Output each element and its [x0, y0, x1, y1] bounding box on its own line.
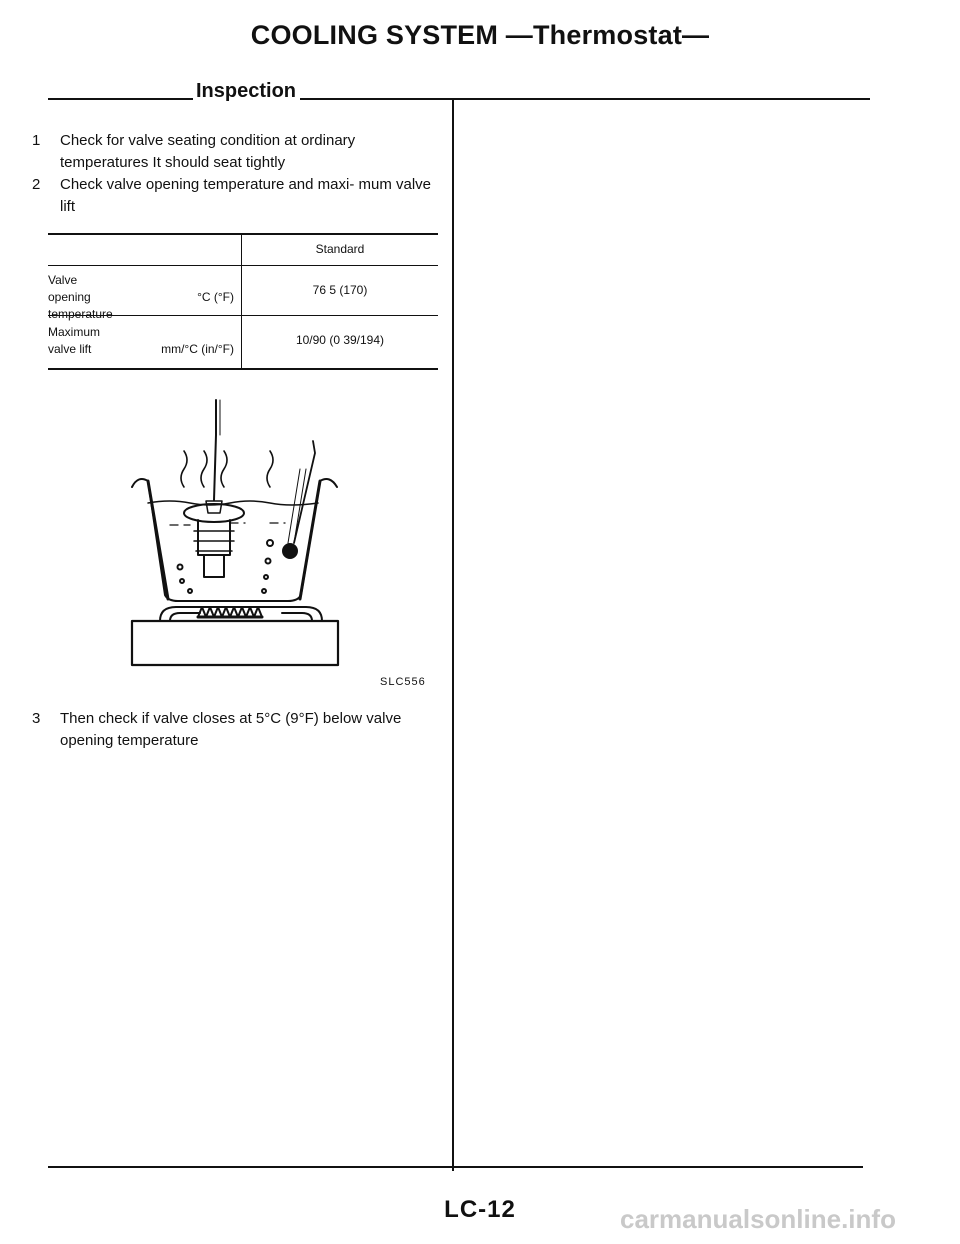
step-text: Then check if valve closes at 5°C (9°F) below valve opening temperature — [60, 710, 402, 749]
table-top-rule — [48, 233, 438, 235]
table-row-label: Valve opening temperature — [48, 273, 113, 321]
table-row-label: Maximum valve lift — [48, 325, 101, 356]
step-1 — [32, 130, 442, 174]
step-number: 1 — [32, 132, 41, 149]
step-number: 3 — [32, 710, 41, 727]
table-row-unit: mm/°C (in/°F) — [161, 342, 234, 356]
step-3 — [32, 708, 442, 752]
section-title: Inspection — [196, 80, 297, 102]
table-bottom-rule — [48, 368, 438, 370]
footer-rule — [48, 1166, 863, 1168]
page-number: LC-12 — [444, 1196, 516, 1223]
table-row-value: 76 5 (170) — [312, 283, 368, 297]
step-text: Check for valve seating condition at ordinary temperatures It should seat tightly — [60, 132, 356, 171]
step-number: 2 — [32, 176, 41, 193]
section-rule-right — [300, 98, 870, 100]
table-row-value: 10/90 (0 39/194) — [295, 333, 385, 347]
step-text: Check valve opening temperature and maxi- mum valve lift — [60, 176, 432, 215]
watermark: carmanualsonline.info — [620, 1204, 896, 1234]
table-header-standard: Standard — [315, 242, 365, 256]
figure-code: SLC556 — [380, 676, 426, 688]
thermostat-test-illustration — [110, 395, 370, 670]
column-divider — [452, 99, 454, 1171]
table-header-rule — [48, 265, 438, 266]
section-rule-left — [48, 98, 193, 100]
page-title: COOLING SYSTEM —Thermostat— — [250, 20, 710, 50]
step-2 — [32, 174, 442, 218]
table-row-unit: °C (°F) — [197, 290, 234, 304]
